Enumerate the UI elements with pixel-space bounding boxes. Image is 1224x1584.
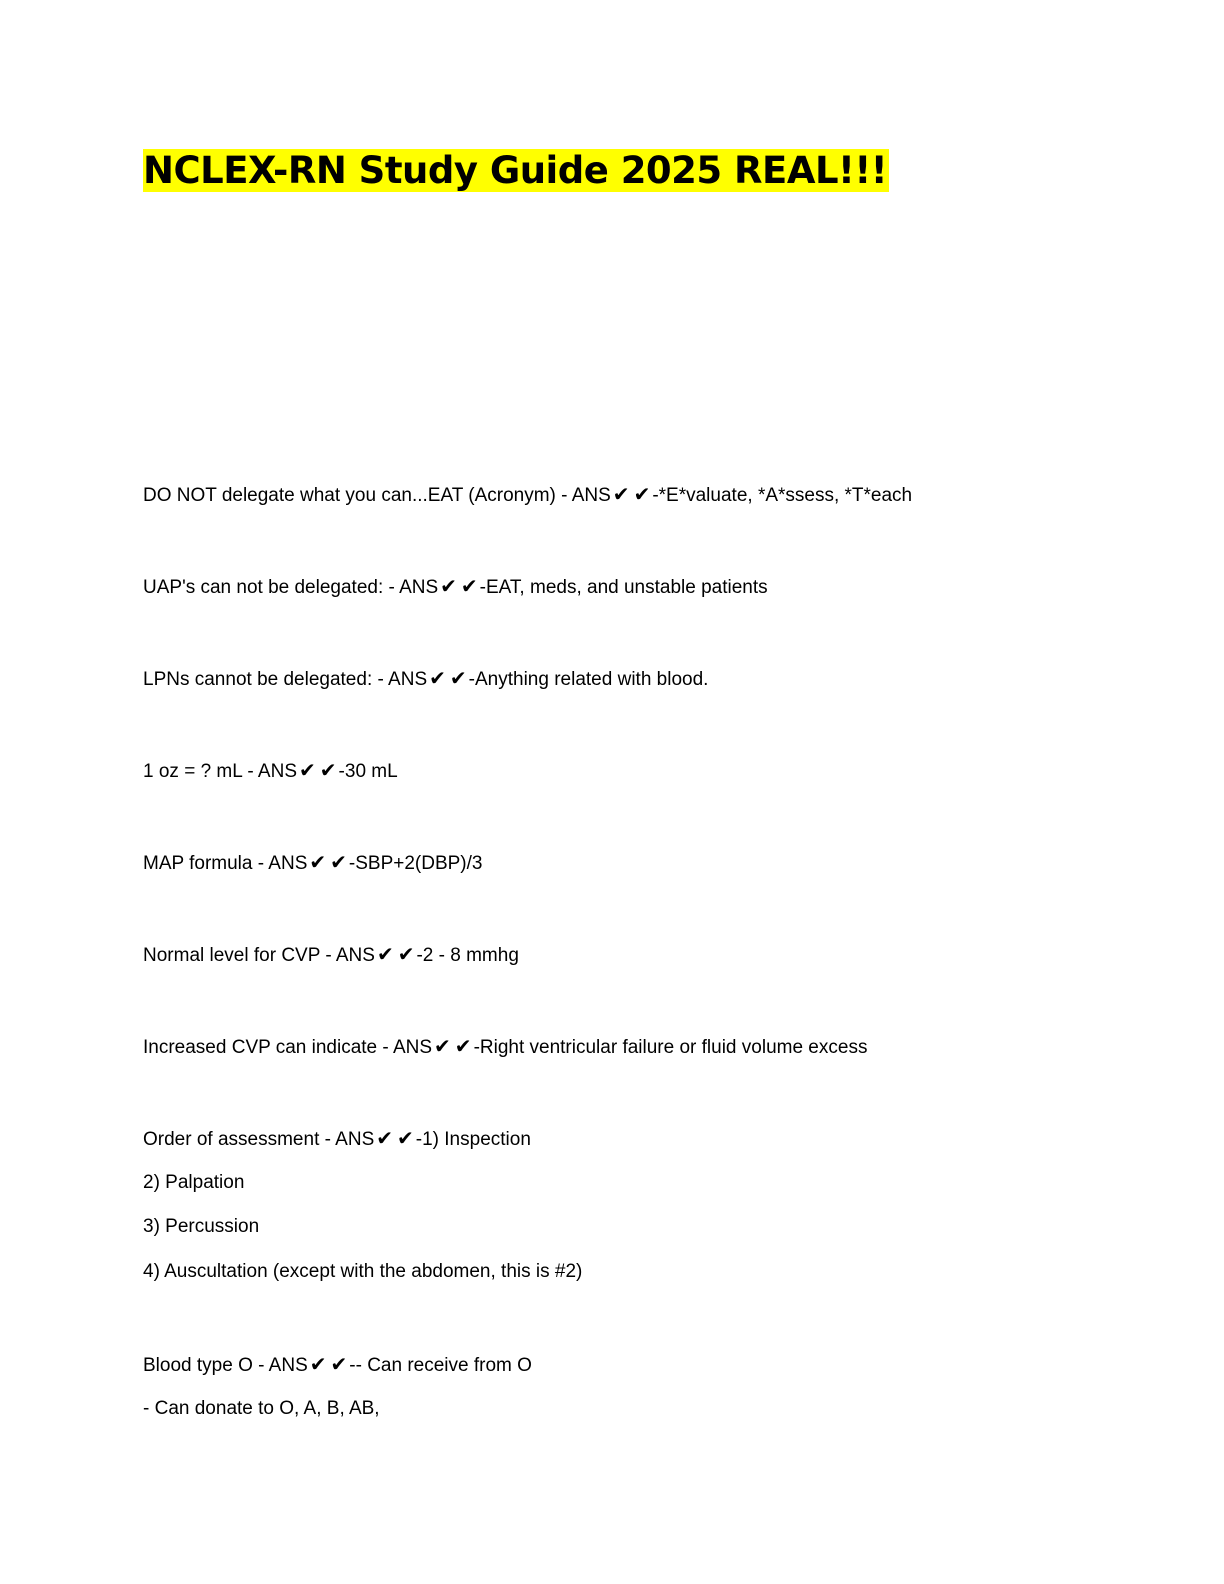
checkmark-icon: ✔ [449,666,467,690]
answer-text: -- Can receive from O [349,1355,532,1376]
checkmark-icon: ✔ [460,574,478,598]
checkmark-icon: ✔ [434,1034,451,1058]
checkmark-icon: ✔ [330,850,347,874]
question-text: LPNs cannot be delegated: - ANS [143,669,428,690]
answer-text: -EAT, meds, and unstable patients [479,577,768,598]
question-text: MAP formula - ANS [143,853,308,874]
checkmark-icon: ✔ [330,1352,348,1376]
answer-continuation: - Can donate to O, A, B, AB, [143,1398,380,1419]
page-title [143,141,889,201]
answer-continuation: 2) Palpation [143,1172,245,1193]
checkmark-icon: ✔ [376,942,394,966]
checkmark-icon: ✔ [612,482,630,506]
checkmark-icon: ✔ [319,758,337,782]
question-text: Increased CVP can indicate - ANS [143,1037,433,1058]
question-text: Blood type O - ANS [143,1355,308,1376]
checkmark-icon: ✔ [633,482,651,506]
qa-entry [143,1125,531,1153]
qa-entry [143,573,768,601]
answer-text: -1) Inspection [415,1129,531,1150]
answer-text: -30 mL [338,761,398,782]
checkmark-icon: ✔ [299,758,316,782]
qa-entry [143,481,912,509]
question-text: DO NOT delegate what you can...EAT (Acronym) - ANS [143,485,611,506]
qa-entry [143,1351,532,1379]
answer-text: -Anything related with blood. [468,669,709,690]
checkmark-icon: ✔ [454,1034,472,1058]
answer-continuation: 3) Percussion [143,1216,260,1237]
qa-entry [143,665,708,693]
answer-text: -2 - 8 mmhg [416,945,519,966]
answer-text: -SBP+2(DBP)/3 [348,853,483,874]
qa-entry [143,941,519,969]
title-highlight: NCLEX-RN Study Guide 2025 REAL!!! [143,149,888,192]
answer-text: -*E*valuate, *A*ssess, *T*each [652,485,913,506]
checkmark-icon: ✔ [429,666,446,690]
question-text: Order of assessment - ANS [143,1129,375,1150]
answer-continuation: 4) Auscultation (except with the abdomen, this is #2) [143,1261,583,1282]
qa-entry [143,1033,867,1061]
question-text: 1 oz = ? mL - ANS [143,761,298,782]
answer-text: -Right ventricular failure or fluid volume excess [473,1037,868,1058]
qa-entry [143,849,482,877]
checkmark-icon: ✔ [397,1126,414,1150]
checkmark-icon: ✔ [397,942,415,966]
checkmark-icon: ✔ [376,1126,394,1150]
checkmark-icon: ✔ [309,850,327,874]
checkmark-icon: ✔ [309,1352,327,1376]
question-text: UAP's can not be delegated: - ANS [143,577,439,598]
qa-entry [143,757,398,785]
checkmark-icon: ✔ [440,574,457,598]
question-text: Normal level for CVP - ANS [143,945,375,966]
